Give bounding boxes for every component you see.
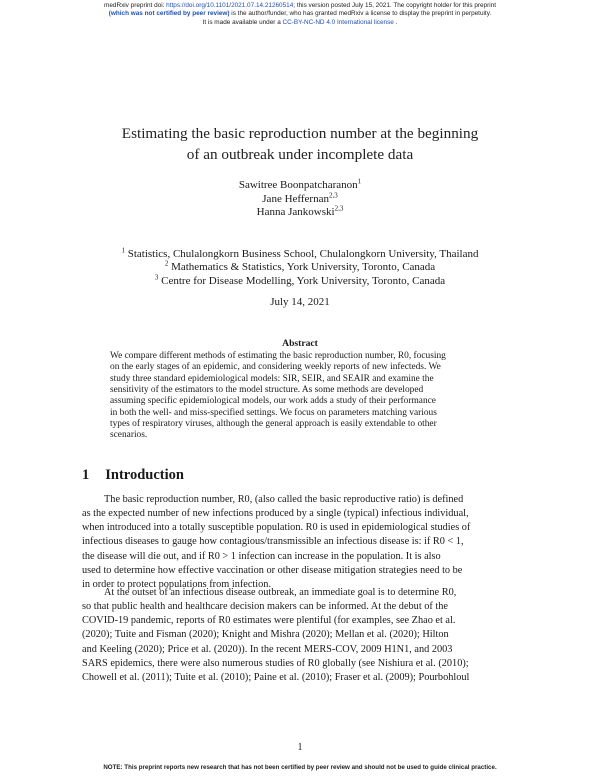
author-name: Hanna Jankowski bbox=[256, 206, 335, 219]
affiliation-text: Statistics, Chulalongkorn Business School, Chulalongkorn University, Thailand bbox=[124, 248, 479, 260]
author-affil-sup: 2,3 bbox=[328, 190, 338, 199]
affiliation-sup: 3 bbox=[154, 273, 159, 282]
affiliation-sup: 2 bbox=[164, 259, 169, 268]
author-2 bbox=[100, 190, 500, 207]
title-line-2: of an outbreak under incomplete data bbox=[186, 146, 414, 163]
affiliation-3 bbox=[40, 275, 560, 288]
body-line: the disease will die out, and if R0 > 1 infection can increase in the population. It is also bbox=[82, 550, 441, 562]
page-number: 1 bbox=[297, 742, 303, 753]
abstract-line: in both the well- and miss-specified settings. We focus on parameters matching various bbox=[110, 407, 437, 418]
author-1 bbox=[100, 179, 500, 193]
doi-link[interactable]: https://doi.org/10.1101/2021.07.14.21260514 bbox=[166, 2, 294, 9]
body-line: in order to protect populations from infection. bbox=[82, 578, 272, 590]
affiliation-1 bbox=[40, 248, 560, 261]
paper-title bbox=[60, 123, 540, 165]
banner-peer-review-note: (which was not certified by peer review) bbox=[108, 10, 230, 18]
affiliation-text: Mathematics & Statistics, York University, Toronto, Canada bbox=[168, 261, 436, 274]
body-line: and Keeling (2020); Price et al. (2020)). In the recent MERS-COV, 2009 H1N1, and 2003 bbox=[82, 643, 453, 655]
author-name: Sawitree Boonpatcharanon bbox=[238, 179, 358, 191]
author-list bbox=[100, 179, 500, 220]
preprint-banner bbox=[0, 2, 600, 27]
body-line: SARS epidemics, there were also numerous studies of R0 globally (see Nishiura et al. (2010); bbox=[82, 657, 469, 669]
body-line: so that public health and healthcare decision makers can be informed. At the debut of the bbox=[82, 601, 448, 613]
body-line: At the outset of an infectious disease outbreak, an immediate goal is to determine R0, bbox=[104, 587, 457, 598]
body-line: when introduced into a totally susceptible population. R0 is used in epidemiological studies of bbox=[82, 522, 471, 534]
body-line: used to determine how effective vaccination or other disease mitigation strategies need to be bbox=[82, 564, 463, 576]
body-line: COVID-19 pandemic, reports of R0 estimates were plentiful (for examples, see Zhao et al. bbox=[82, 615, 456, 627]
affiliation-sup: 1 bbox=[121, 246, 125, 255]
affiliation-2 bbox=[40, 261, 560, 274]
body-line: (2020); Tuite and Fisman (2020); Knight and Mishra (2020); Mellan et al. (2020); Hilton bbox=[82, 629, 449, 641]
abstract-heading: Abstract bbox=[282, 338, 318, 349]
abstract-line: sensitivity of the estimators to the model structure. As some methods are developed bbox=[110, 385, 424, 396]
body-line: as the expected number of new infections produced by a single (typical) infectious individual, bbox=[82, 508, 469, 520]
abstract-line: on the early stages of an epidemic, and considering weekly reports of new infecteds. We bbox=[110, 362, 441, 373]
section-number: 1 bbox=[82, 467, 90, 483]
license-link[interactable]: CC-BY-NC-ND 4.0 International license bbox=[282, 18, 394, 26]
abstract-line: We compare different methods of estimating the basic reproduction number, R0, focusing bbox=[110, 351, 446, 361]
banner-line-3 bbox=[0, 19, 600, 27]
banner-copyright-text: ; this version posted July 15, 2021. The copyright holder for this preprint bbox=[293, 2, 496, 9]
intro-paragraph-2 bbox=[82, 586, 519, 685]
intro-paragraph-1 bbox=[82, 493, 519, 592]
author-name: Jane Heffernan bbox=[262, 192, 329, 205]
banner-license-text: is the author/funder, who has granted medRxiv a license to display the preprint in perpetuity. bbox=[229, 10, 492, 18]
banner-line-2 bbox=[0, 10, 600, 18]
body-line: infectious diseases to gauge how contagious/transmissible an infectious disease is: if R0 < 1, bbox=[82, 536, 464, 548]
abstract-line: study three standard epidemiological models: SIR, SEIR, and SEAIR and examine the bbox=[110, 373, 434, 384]
title-line-1: Estimating the basic reproduction number at the beginning bbox=[121, 125, 479, 142]
banner-doi-prefix: medRxiv preprint doi: bbox=[104, 2, 167, 9]
affiliation-text: Centre for Disease Modelling, York University, Toronto, Canada bbox=[158, 274, 446, 287]
abstract-line: scenarios. bbox=[110, 430, 148, 441]
publication-date: July 14, 2021 bbox=[270, 296, 330, 308]
banner-period: . bbox=[393, 18, 398, 26]
banner-line-1 bbox=[0, 2, 600, 10]
preprint-disclaimer: NOTE: This preprint reports new research that has not been certified by peer review and should not be used to guide clinical practice. bbox=[103, 764, 497, 771]
affiliation-list bbox=[40, 248, 560, 288]
abstract-body bbox=[110, 351, 495, 442]
section-title: Introduction bbox=[105, 467, 184, 483]
section-heading-introduction bbox=[82, 467, 184, 484]
banner-availability-text: It is made available under a bbox=[202, 18, 283, 26]
body-line: Chowell et al. (2011); Tuite et al. (2010); Paine et al. (2010); Fraser et al. (2009); Pourbohloul bbox=[82, 671, 470, 683]
abstract-line: types of respiratory viruses, although the general approach is easily extendable to other bbox=[110, 419, 437, 430]
author-3 bbox=[100, 206, 500, 220]
body-line: The basic reproduction number, R0, (also called the basic reproductive ratio) is defined bbox=[104, 494, 464, 505]
author-affil-sup: 1 bbox=[357, 177, 362, 186]
abstract-line: assuming specific epidemiological models, our work adds a study of their performance bbox=[110, 396, 436, 407]
author-affil-sup: 2,3 bbox=[334, 204, 344, 213]
